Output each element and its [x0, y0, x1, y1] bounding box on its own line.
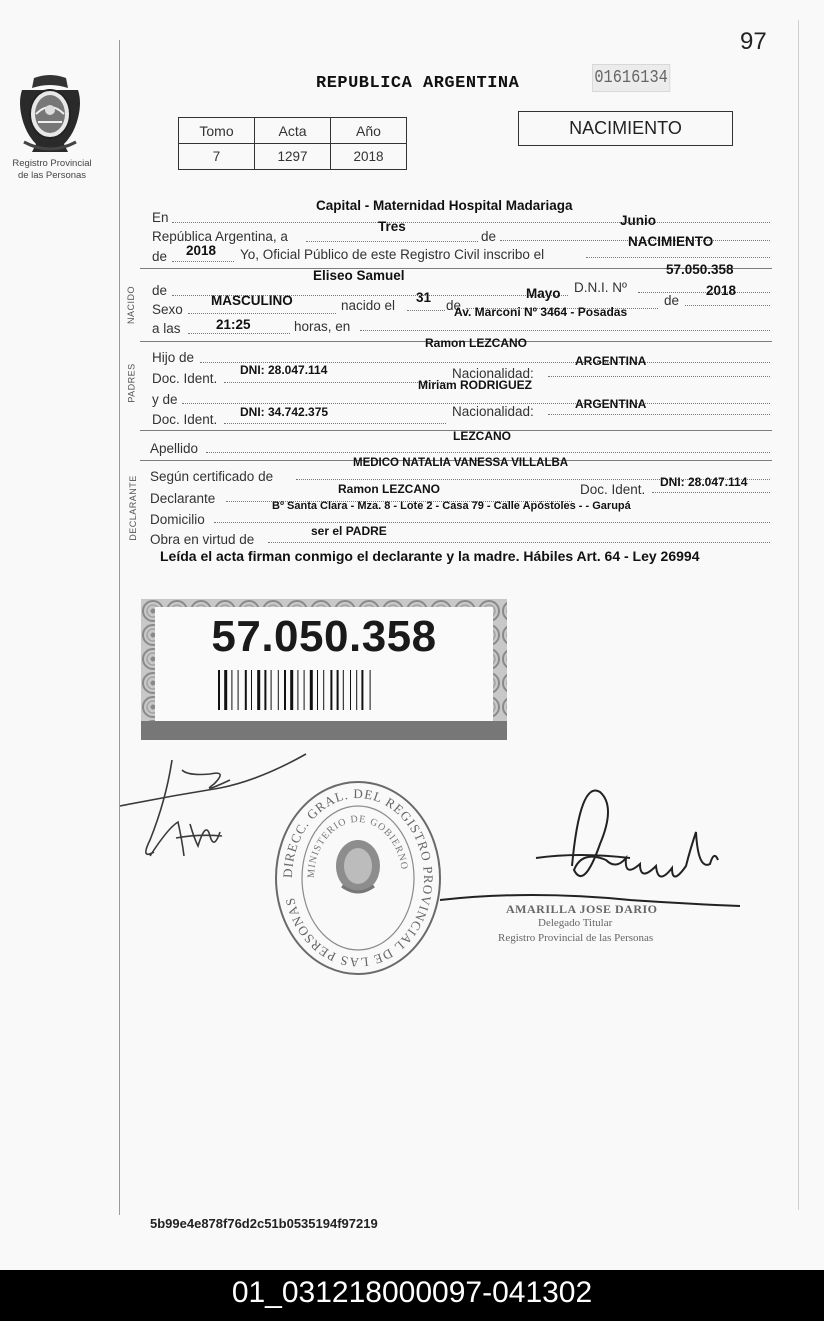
dotted-line — [172, 261, 234, 262]
official-signature — [440, 791, 740, 906]
label-a-las: a las — [152, 321, 181, 336]
label-de: de — [481, 229, 497, 244]
page-number: 97 — [740, 28, 767, 55]
signatures-area — [110, 740, 770, 980]
side-tag-nacido: NACIDO — [126, 285, 137, 325]
registry-label-line1: Registro Provincial — [12, 158, 92, 169]
document-title: REPUBLICA ARGENTINA — [316, 74, 520, 93]
month-record-value: Junio — [620, 213, 656, 228]
birth-time-value: 21:25 — [216, 317, 251, 332]
anio-value: 2018 — [331, 144, 407, 170]
father-doc-value: DNI: 28.047.114 — [240, 363, 328, 377]
place-value: Capital - Maternidad Hospital Madariaga — [316, 198, 573, 213]
father-name-value: Ramon LEZCANO — [425, 336, 527, 350]
label-republica: República Argentina, a — [152, 229, 288, 244]
declarant-signature — [120, 754, 306, 856]
declarant-doc-value: DNI: 28.047.114 — [660, 475, 748, 489]
dotted-line — [360, 330, 770, 331]
table-header-anio: Año — [331, 118, 407, 144]
provincial-emblem-icon — [16, 72, 84, 156]
side-tag-declarante: DECLARANTE — [127, 475, 138, 541]
barcode-bar — [251, 670, 252, 710]
barcode-bar — [271, 670, 272, 710]
barcode-bar — [323, 670, 324, 710]
dotted-line — [548, 376, 770, 377]
barcode-bar — [238, 670, 239, 710]
official-office: Registro Provincial de las Personas — [498, 932, 654, 944]
footer-code-bar: 01_031218000097-041302 — [0, 1270, 824, 1321]
dotted-line — [638, 292, 770, 293]
label-de: de — [446, 298, 462, 313]
dotted-line — [214, 522, 770, 523]
mother-nationality-value: ARGENTINA — [575, 397, 647, 411]
acta-value: 1297 — [255, 144, 331, 170]
year-record-value: 2018 — [186, 243, 217, 258]
table-header-acta: Acta — [255, 118, 331, 144]
dotted-line — [306, 241, 478, 242]
label-horas-en: horas, en — [294, 319, 351, 334]
barcode-bar — [350, 670, 351, 710]
barcode-bar — [290, 670, 293, 710]
label-doc-ident: Doc. Ident. — [152, 412, 218, 427]
side-tag-padres: PADRES — [126, 363, 137, 403]
dotted-line — [206, 452, 770, 453]
barcode-bar — [231, 670, 232, 710]
barcode-bar — [310, 670, 313, 710]
barcode-bar — [245, 670, 247, 710]
barcode-bar — [297, 670, 298, 710]
closing-text: Leída el acta firman conmigo el declarante y la madre. Hábiles Art. 64 - Ley 26994 — [160, 548, 700, 564]
birth-month-value: Mayo — [526, 286, 561, 301]
father-nationality-value: ARGENTINA — [575, 354, 647, 368]
seal-inner-text: MINISTERIO DE GOBIERNO — [305, 813, 410, 879]
surname-value: LEZCANO — [453, 429, 511, 443]
label-apellido: Apellido — [150, 441, 199, 456]
dotted-line — [268, 542, 770, 543]
mother-doc-value: DNI: 34.742.375 — [240, 405, 329, 419]
label-dni: D.N.I. Nº — [574, 280, 627, 295]
birth-year-value: 2018 — [706, 283, 737, 298]
barcode-bar — [356, 670, 357, 710]
seal-outer-text: DIRECC. GRAL. DEL REGISTRO PROVINCIAL DE LAS PERSONAS — [279, 785, 437, 971]
label-nacido-el: nacido el — [341, 298, 396, 313]
label-nacionalidad: Nacionalidad: — [452, 366, 534, 381]
barcode-bar — [304, 670, 305, 710]
label-nacionalidad: Nacionalidad: — [452, 404, 534, 419]
barcode-bar — [343, 670, 344, 710]
dotted-line — [224, 423, 446, 424]
label-yo-oficial: Yo, Oficial Público de este Registro Civil inscribo el — [240, 247, 545, 262]
declarant-value: Ramon LEZCANO — [338, 482, 440, 496]
barcode-bar — [264, 670, 266, 710]
barcode-bar — [330, 670, 332, 710]
barcode-bar — [218, 670, 220, 710]
label-doc-ident: Doc. Ident. — [580, 482, 646, 497]
tomo-acta-anio-table — [178, 117, 407, 170]
child-name-value: Eliseo Samuel — [313, 268, 405, 283]
dotted-line — [224, 382, 446, 383]
sex-value: MASCULINO — [211, 293, 293, 308]
birth-day-value: 31 — [416, 290, 432, 305]
registry-label — [4, 158, 100, 182]
label-sexo: Sexo — [152, 302, 183, 317]
tomo-value: 7 — [179, 144, 255, 170]
dotted-line — [685, 305, 770, 306]
by-virtue-of-value: ser el PADRE — [311, 524, 387, 538]
barcode-bar — [337, 670, 339, 710]
label-de: de — [664, 293, 680, 308]
label-hijo-de: Hijo de — [152, 350, 195, 365]
barcode-bar — [257, 670, 260, 710]
registry-label-line2: de las Personas — [17, 170, 87, 181]
label-doc-ident: Doc. Ident. — [152, 371, 218, 386]
label-de: de — [152, 249, 168, 264]
official-seal — [276, 782, 440, 974]
dotted-line — [188, 333, 290, 334]
label-segun-certificado: Según certificado de — [150, 469, 274, 484]
label-de: de — [152, 283, 168, 298]
barcode-bar — [317, 670, 318, 710]
barcode — [218, 670, 426, 710]
event-value: NACIMIENTO — [628, 234, 714, 249]
table-header-tomo: Tomo — [179, 118, 255, 144]
document-hash: 5b99e4e878f76d2c51b0535194f97219 — [150, 1216, 378, 1231]
right-margin-rule — [798, 20, 799, 1210]
serial-number: 01616134 — [592, 64, 670, 92]
official-name: AMARILLA JOSE DARIO — [506, 902, 658, 916]
child-dni-value: 57.050.358 — [666, 262, 734, 277]
record-type-box: NACIMIENTO — [518, 111, 733, 146]
dotted-line — [548, 414, 770, 415]
label-obra-en-virtud: Obra en virtud de — [150, 532, 255, 547]
birth-place-value: Av. Marconi Nº 3464 - Posadas — [454, 305, 628, 319]
mother-name-value: Miriam RODRIGUEZ — [418, 378, 533, 392]
official-role: Delegado Titular — [538, 917, 613, 929]
label-en: En — [152, 210, 169, 225]
dotted-line — [586, 257, 770, 258]
label-declarante: Declarante — [150, 491, 216, 506]
barcode-bar — [361, 670, 363, 710]
label-y-de: y de — [152, 392, 178, 407]
dni-stamp-number: 57.050.358 — [211, 612, 437, 661]
left-margin-rule — [119, 40, 120, 1215]
certificate-by-value: MEDICO NATALIA VANESSA VILLALBA — [353, 457, 569, 469]
label-domicilio: Domicilio — [150, 512, 205, 527]
day-word-value: Tres — [378, 219, 406, 234]
barcode-bar — [278, 670, 279, 710]
address-value: Bº Santa Clara - Mza. 8 - Lote 2 - Casa 79 - Calle Apóstoles - - Garupá — [272, 500, 631, 512]
dotted-line — [172, 222, 770, 223]
dotted-line — [652, 492, 770, 493]
barcode-bar — [224, 670, 227, 710]
barcode-bar — [370, 670, 371, 710]
barcode-bar — [284, 670, 286, 710]
dotted-line — [188, 313, 336, 314]
dotted-line — [407, 310, 445, 311]
